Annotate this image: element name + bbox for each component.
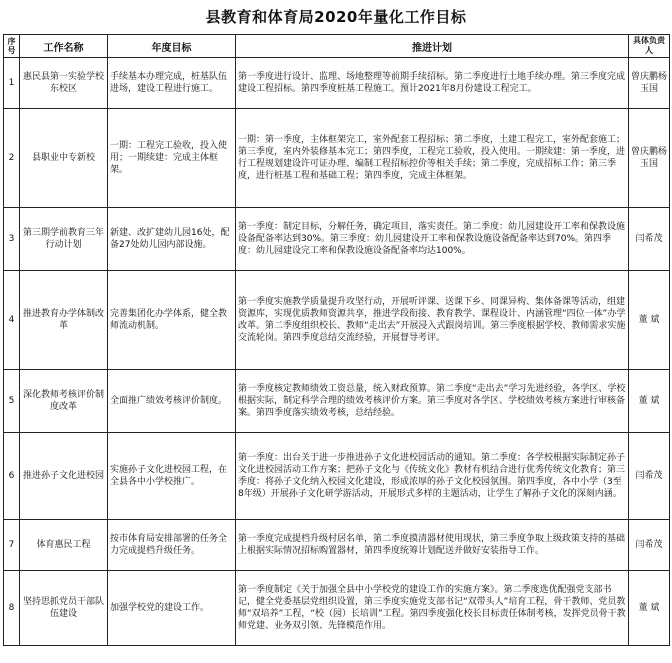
row-owner: 闫希茂 xyxy=(629,433,670,520)
row-plan: 第一季度制定《关于加强全县中小学校党的建设工作的实施方案》。第二季度选优配强党支部书记，健全党委基层党组织设置，第三季度实施党支部书记“双带头人”培育工程，骨干教师、党员教师“双培养”工程，“校（园）长培训”工程。第四季度强化校长目标责任体制考核，发挥党员骨干教师党建、业务双引领、先锋模范作用。 xyxy=(236,571,629,646)
table-header-row xyxy=(4,35,670,58)
table-row xyxy=(4,571,670,646)
row-goal: 一期：工程完工验收，投入使用；一期续建：完成主体框架。 xyxy=(108,109,236,208)
row-name: 深化教师考核评价制度改革 xyxy=(20,370,108,433)
row-plan: 第一季度完成提档升级村居名单，第二季度摸清器材使用现状，第三季度争取上级政策支持的基础上根据实际情况招标购置器材，第四季度统筹计划配送并做好安装指导工作。 xyxy=(236,520,629,571)
row-no: 1 xyxy=(4,58,20,109)
row-plan: 第一季度：制定目标，分解任务，确定项目，落实责任。第二季度：幼儿园建设开工率和保教设施设备配备率达到30%。第三季度：幼儿园建设开工率和保教设施设备配备率达到70%。第四季度：幼儿园建设完工率和保教设施设备配备率均达100%。 xyxy=(236,208,629,271)
row-goal: 加强学校党的建设工作。 xyxy=(108,571,236,646)
goals-table xyxy=(3,34,670,646)
row-goal: 全面推广绩效考核评价制度。 xyxy=(108,370,236,433)
header-goal: 年度目标 xyxy=(108,35,236,58)
row-no: 8 xyxy=(4,571,20,646)
table-row xyxy=(4,370,670,433)
row-name: 推进教育办学体制改革 xyxy=(20,271,108,370)
table-row xyxy=(4,433,670,520)
table-row xyxy=(4,208,670,271)
table-row xyxy=(4,58,670,109)
row-owner: 董 斌 xyxy=(629,571,670,646)
row-name: 坚持思抓党员干部队伍建设 xyxy=(20,571,108,646)
row-no: 4 xyxy=(4,271,20,370)
row-no: 2 xyxy=(4,109,20,208)
row-goal: 按市体育局安排部署的任务全力完成提档升级任务。 xyxy=(108,520,236,571)
row-owner: 董 斌 xyxy=(629,370,670,433)
row-name: 第三期学前教育三年行动计划 xyxy=(20,208,108,271)
header-plan: 推进计划 xyxy=(236,35,629,58)
table-row xyxy=(4,109,670,208)
row-plan: 一期：第一季度，主体框架完工，室外配套工程招标；第二季度，土建工程完工，室外配套施工；第三季度，室内外装修基本完工；第四季度，工程完工验收，投入使用。一期续建：第一季度，进行工程规划建设许可证办理、编制工程招标控价等相关手续；第二季度，完成招标工作；第三季度，进行桩基工程和基础工程；第四季度，完成主体框架。 xyxy=(236,109,629,208)
row-no: 7 xyxy=(4,520,20,571)
row-plan: 第一季度实施教学质量提升攻坚行动，开展听评课、送课下乡、同课异构、集体备课等活动，组建资源库，实现优质教师资源共享，推进学段衔接、教育教学、课程设计、内涵管理“四位一体”办学改革。第二季度组织校长、教师“走出去”开展浸入式跟岗培训。第三季度根据学校、教师需求实施交流轮岗。第四季度总结交流经验，开展督导考评。 xyxy=(236,271,629,370)
table-row xyxy=(4,271,670,370)
table-row xyxy=(4,520,670,571)
row-no: 6 xyxy=(4,433,20,520)
row-owner: 董 斌 xyxy=(629,271,670,370)
row-name: 体育惠民工程 xyxy=(20,520,108,571)
row-owner: 曾庆鹏杨玉国 xyxy=(629,58,670,109)
page-title: 县教育和体育局2020年量化工作目标 xyxy=(205,8,467,26)
row-goal: 实施孙子文化进校园工程，在全县各中小学校推广。 xyxy=(108,433,236,520)
row-owner: 闫希茂 xyxy=(629,208,670,271)
row-owner: 闫希茂 xyxy=(629,520,670,571)
row-name: 推进孙子文化进校园 xyxy=(20,433,108,520)
row-name: 惠民县第一实验学校东校区 xyxy=(20,58,108,109)
row-name: 县职业中专新校 xyxy=(20,109,108,208)
header-name: 工作名称 xyxy=(20,35,108,58)
row-plan: 第一季度进行设计、监理、场地整理等前期手续招标。第二季度进行土地手续办理。第三季度完成建设工程招标。第四季度桩基工程施工。预计2021年8月份建设工程完工。 xyxy=(236,58,629,109)
row-plan: 第一季度：出台关于进一步推进孙子文化进校园活动的通知。第二季度：各学校根据实际制定孙子文化进校园活动工作方案；把孙子文化与《传统文化》教材有机结合进行优秀传统文化教育；第三季度：将孙子文化纳入校园文化建设，形成浓厚的孙子文化校园氛围。第四季度，各中小学（3至8年级）开展孙子文化研学游活动，开展形式多样的主题活动，让学生了解孙子文化的深刻内涵。 xyxy=(236,433,629,520)
row-goal: 手续基本办理完成，桩基队伍进场，建设工程进行施工。 xyxy=(108,58,236,109)
row-no: 5 xyxy=(4,370,20,433)
header-owner: 具体负责人 xyxy=(629,35,670,58)
row-owner: 曾庆鹏杨玉国 xyxy=(629,109,670,208)
header-no: 序号 xyxy=(4,35,20,58)
row-plan: 第一季度核定教师绩效工资总量，统入财政预算。第二季度“走出去”学习先进经验，各学区、学校根据实际，制定科学合理的绩效考核评价方案。第三季度对各学区、学校绩效考核方案进行审核备案。第四季度落实绩效考核，总结经验。 xyxy=(236,370,629,433)
row-goal: 完善集团化办学体系，健全教师流动机制。 xyxy=(108,271,236,370)
row-no: 3 xyxy=(4,208,20,271)
row-goal: 新建、改扩建幼儿园16处，配备27处幼儿园内部设施。 xyxy=(108,208,236,271)
